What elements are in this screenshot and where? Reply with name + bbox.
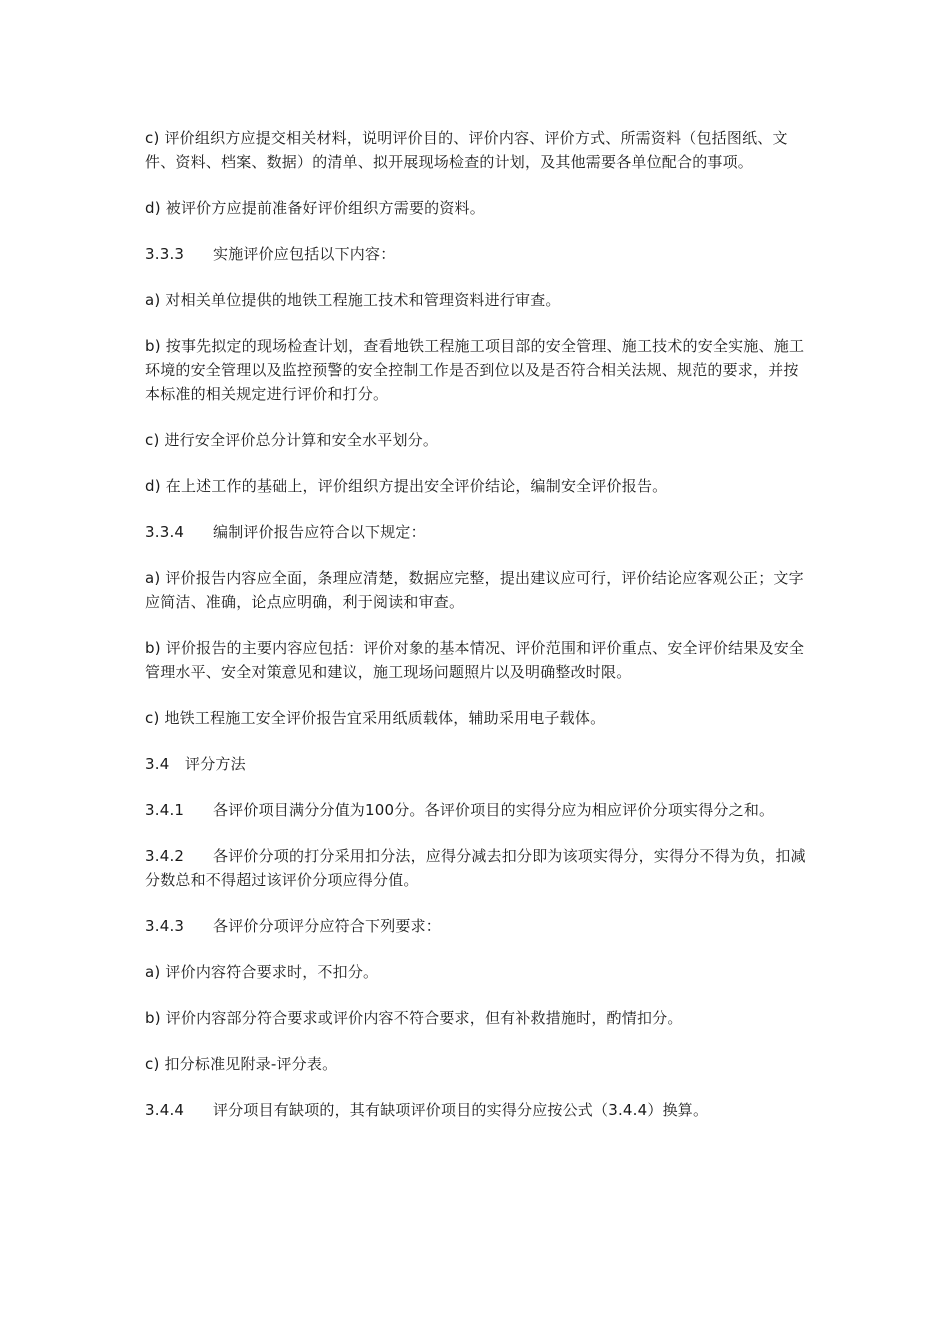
paragraph-text: 地铁工程施工安全评价报告宜采用纸质载体，辅助采用电子载体。 [164,709,606,727]
paragraph-c-deduction-standard [145,1052,810,1076]
paragraph-text: 实施评价应包括以下内容： [213,245,396,263]
paragraph-b-partial-deduction [145,1006,810,1030]
paragraph-text: 扣分标准见附录-评分表。 [164,1055,338,1073]
item-marker: b) [145,337,161,355]
clause-3-3-3 [145,242,810,266]
clause-number: 3.4.4 [145,1101,185,1119]
clause-number: 3.3.4 [145,523,185,541]
paragraph-d-conclusion [145,474,810,498]
paragraph-text: 各评价分项的打分采用扣分法，应得分减去扣分即为该项实得分，实得分不得为负，扣减分数总和不得超过该评价分项应得分值。 [145,847,806,889]
paragraph-b-inspection [145,334,810,406]
paragraph-a-report-content [145,566,810,614]
paragraph-c-materials [145,126,810,174]
clause-3-4-3 [145,914,810,938]
item-marker: c) [145,129,160,147]
paragraph-text: 各评价分项评分应符合下列要求： [213,917,442,935]
item-marker: c) [145,1055,160,1073]
clause-3-4-2 [145,844,810,892]
clause-number: 3.4.1 [145,801,185,819]
paragraph-text: 评价报告的主要内容应包括：评价对象的基本情况、评价范围和评价重点、安全评价结果及安全管理水平、安全对策意见和建议，施工现场问题照片以及明确整改时限。 [145,639,805,681]
paragraph-text: 编制评价报告应符合以下规定： [213,523,426,541]
item-marker: c) [145,709,160,727]
document-body [145,126,810,1144]
clause-number: 3.3.3 [145,245,185,263]
item-marker: d) [145,477,161,495]
paragraph-c-report-carrier [145,706,810,730]
clause-3-4-1 [145,798,810,822]
item-marker: a) [145,291,161,309]
paragraph-text: 评价内容符合要求时，不扣分。 [165,963,379,981]
clause-3-4-4 [145,1098,810,1122]
paragraph-text: 评价内容部分符合要求或评价内容不符合要求，但有补救措施时，酌情扣分。 [165,1009,683,1027]
paragraph-text: 对相关单位提供的地铁工程施工技术和管理资料进行审查。 [165,291,561,309]
item-marker: a) [145,963,161,981]
item-marker: a) [145,569,161,587]
item-marker: b) [145,639,161,657]
paragraph-text: 评分项目有缺项的，其有缺项评价项目的实得分应按公式（3.4.4）换算。 [213,1101,709,1119]
paragraph-c-score [145,428,810,452]
clause-number: 3.4.2 [145,847,185,865]
item-marker: d) [145,199,161,217]
paragraph-a-review [145,288,810,312]
paragraph-text: 被评价方应提前准备好评价组织方需要的资料。 [165,199,485,217]
paragraph-text: 在上述工作的基础上，评价组织方提出安全评价结论，编制安全评价报告。 [165,477,668,495]
paragraph-text: 按事先拟定的现场检查计划，查看地铁工程施工项目部的安全管理、施工技术的安全实施、施工环境的安全管理以及监控预警的安全控制工作是否到位以及是否符合相关法规、规范的要求，并按本标准的相关规定进行评价和打分。 [145,337,805,403]
paragraph-text: 评价组织方应提交相关材料，说明评价目的、评价内容、评价方式、所需资料（包括图纸、文件、资料、档案、数据）的清单、拟开展现场检查的计划，及其他需要各单位配合的事项。 [145,129,788,171]
paragraph-text: 进行安全评价总分计算和安全水平划分。 [164,431,439,449]
paragraph-b-report-main [145,636,810,684]
section-3-4-heading [145,752,810,776]
paragraph-d-prepare [145,196,810,220]
item-marker: c) [145,431,160,449]
item-marker: b) [145,1009,161,1027]
clause-3-3-4 [145,520,810,544]
section-title: 评分方法 [185,755,246,773]
clause-number: 3.4.3 [145,917,185,935]
paragraph-text: 评价报告内容应全面，条理应清楚，数据应完整，提出建议应可行，评价结论应客观公正；文字应简洁、准确，论点应明确，利于阅读和审查。 [145,569,804,611]
paragraph-a-no-deduction [145,960,810,984]
section-number: 3.4 [145,755,170,773]
paragraph-text: 各评价项目满分分值为100分。各评价项目的实得分应为相应评价分项实得分之和。 [213,801,775,819]
